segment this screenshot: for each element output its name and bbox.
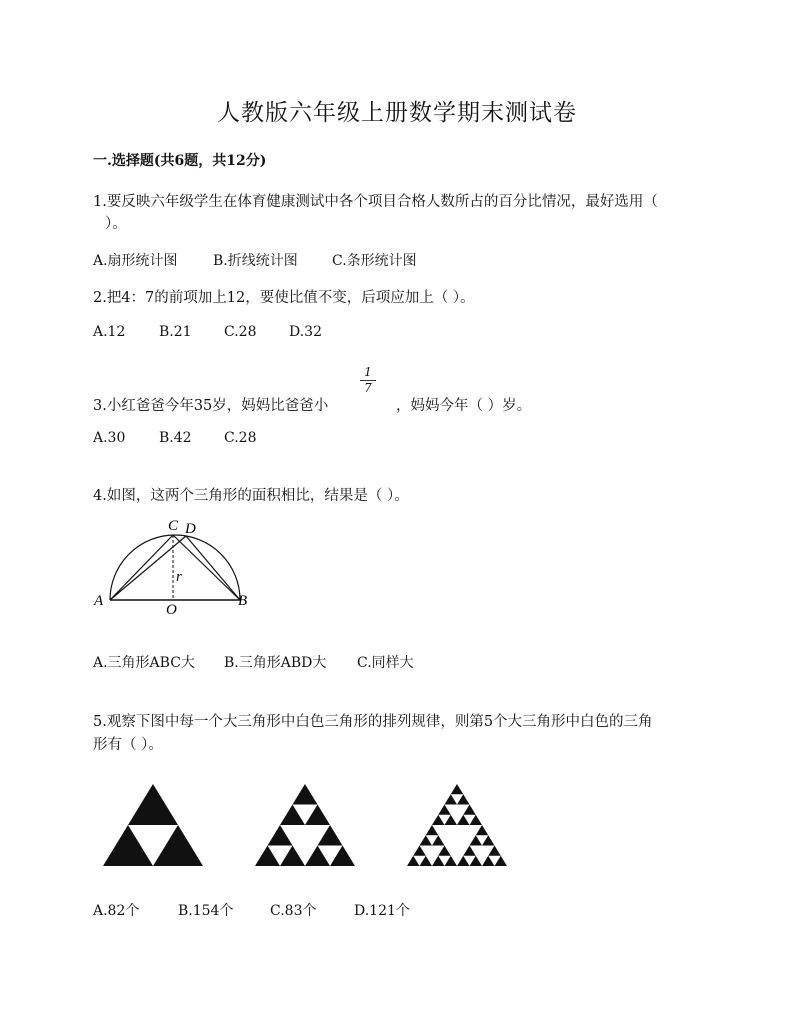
q2-option-a[interactable]: A.12 bbox=[93, 324, 126, 340]
question-3-text-after: ，妈妈今年（ ）岁。 bbox=[396, 398, 532, 414]
q3-option-c[interactable]: C.28 bbox=[224, 430, 257, 446]
question-2: 2.把4：7的前项加上12，要使比值不变，后项应加上（ ）。 bbox=[93, 290, 475, 306]
q3-option-a[interactable]: A.30 bbox=[93, 430, 126, 446]
q1-option-a[interactable]: A.扇形统计图 bbox=[93, 253, 178, 269]
label-c: C bbox=[168, 518, 179, 534]
label-r: r bbox=[176, 569, 182, 585]
q5-option-b[interactable]: B.154个 bbox=[178, 903, 234, 919]
page-title: 人教版六年级上册数学期末测试卷 bbox=[217, 100, 577, 126]
label-o: O bbox=[166, 602, 177, 618]
sierpinski-triangles-figure bbox=[95, 780, 515, 870]
q5-option-a[interactable]: A.82个 bbox=[93, 903, 140, 919]
q2-option-b[interactable]: B.21 bbox=[159, 324, 192, 340]
q1-option-c[interactable]: C.条形统计图 bbox=[332, 253, 417, 269]
q3-option-b[interactable]: B.42 bbox=[159, 430, 192, 446]
q5-option-d[interactable]: D.121个 bbox=[354, 903, 410, 919]
question-1-line-2: ）。 bbox=[105, 216, 127, 232]
question-4: 4.如图，这两个三角形的面积相比，结果是（ ）。 bbox=[93, 488, 409, 504]
label-d: D bbox=[185, 521, 196, 537]
fraction-denominator: 7 bbox=[364, 381, 372, 395]
section-heading: 一.选择题(共6题，共12分) bbox=[93, 153, 267, 169]
question-3-text-before: 3.小红爸爸今年35岁，妈妈比爸爸小 bbox=[93, 398, 329, 414]
label-a: A bbox=[94, 593, 104, 609]
side-ad bbox=[110, 536, 186, 600]
q1-option-b[interactable]: B.折线统计图 bbox=[213, 253, 298, 269]
q2-option-d[interactable]: D.32 bbox=[289, 324, 322, 340]
question-5-line-2: 形有（ ）。 bbox=[93, 737, 163, 753]
q5-option-c[interactable]: C.83个 bbox=[270, 903, 317, 919]
q2-option-c[interactable]: C.28 bbox=[224, 324, 257, 340]
semicircle-triangle-figure bbox=[90, 515, 260, 620]
fraction-numerator: 1 bbox=[364, 365, 372, 379]
q4-option-a[interactable]: A.三角形ABC大 bbox=[93, 655, 195, 671]
question-1-line-1: 1.要反映六年级学生在体育健康测试中各个项目合格人数所占的百分比情况，最好选用（ bbox=[93, 194, 658, 210]
q4-option-c[interactable]: C.同样大 bbox=[357, 655, 414, 671]
fraction-one-seventh bbox=[358, 366, 378, 395]
q4-option-b[interactable]: B.三角形ABD大 bbox=[224, 655, 327, 671]
side-bc bbox=[173, 535, 240, 600]
label-b: B bbox=[238, 593, 248, 609]
question-5-line-1: 5.观察下图中每一个大三角形中白色三角形的排列规律，则第5个大三角形中白色的三角 bbox=[93, 714, 653, 730]
